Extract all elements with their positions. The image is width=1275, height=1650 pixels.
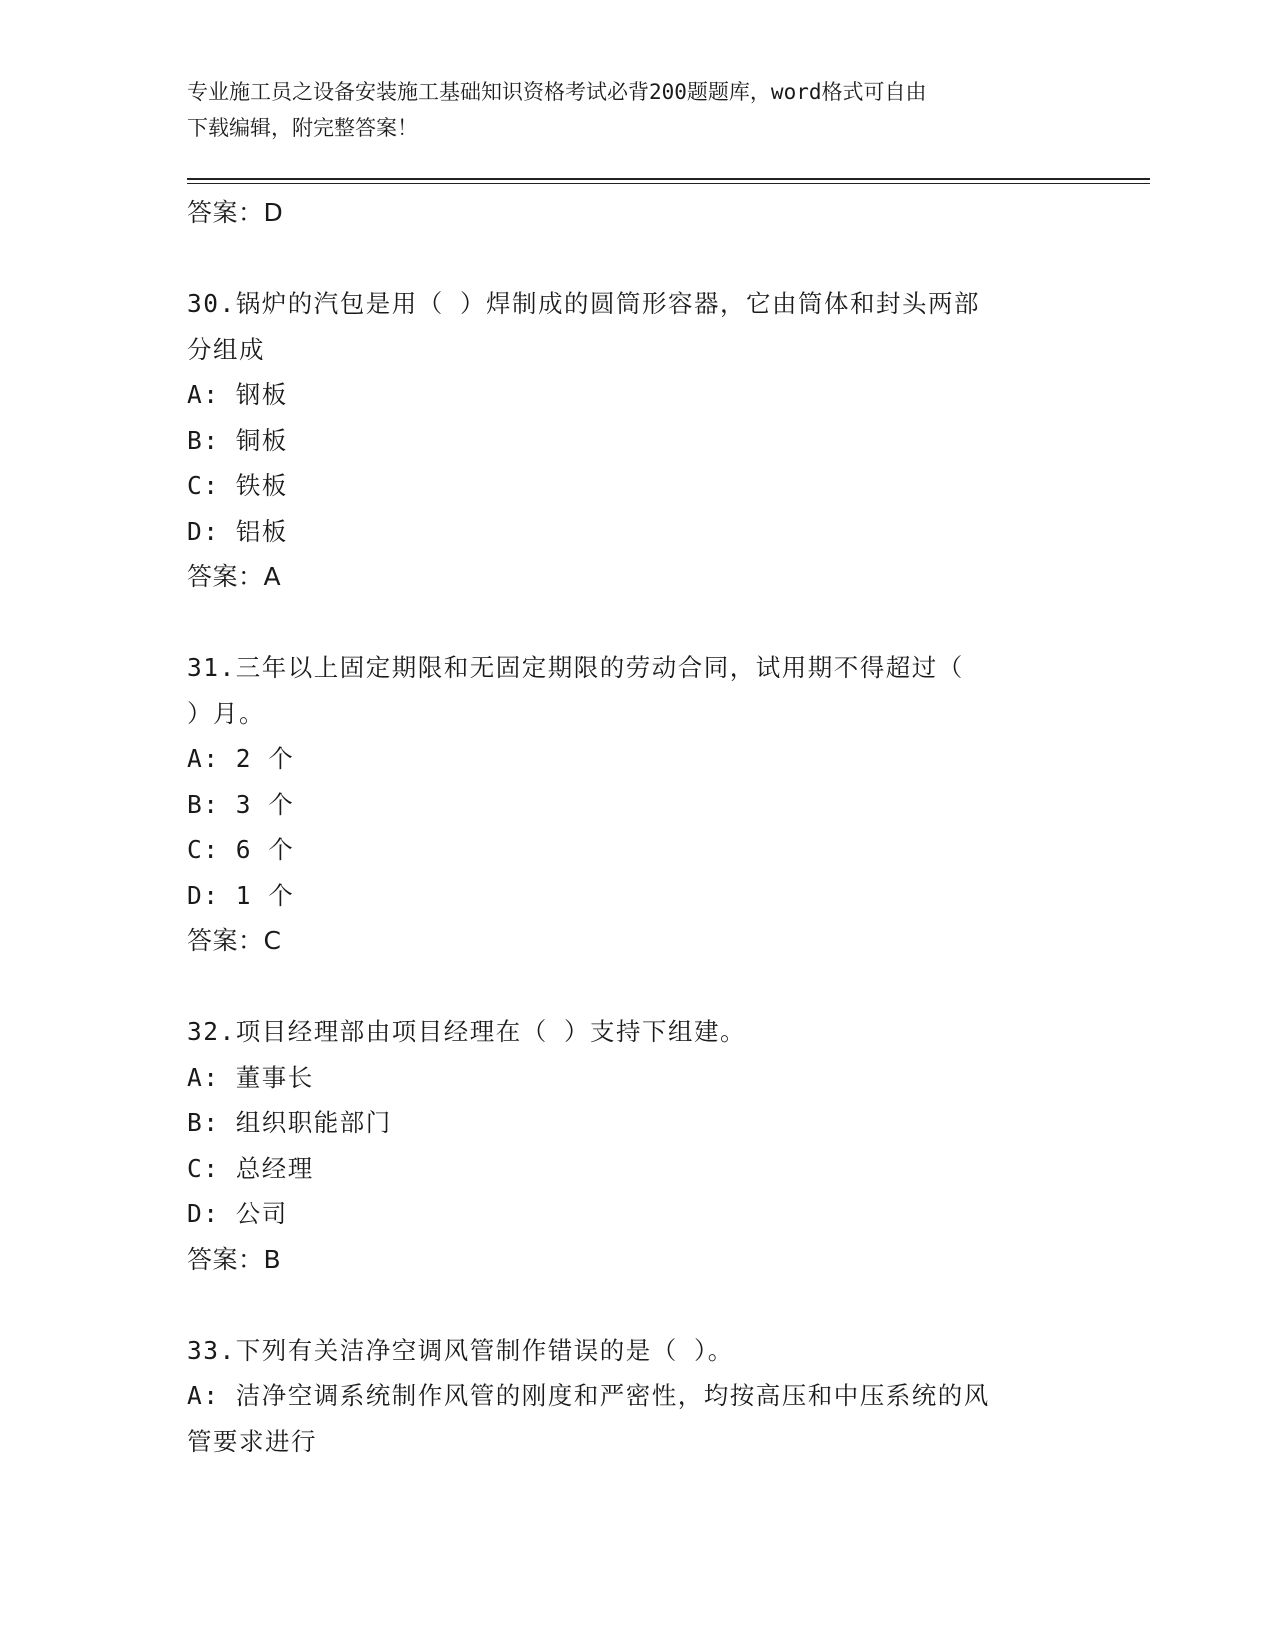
spacer bbox=[187, 600, 1087, 646]
question-30-option-d: D: 铝板 bbox=[187, 516, 288, 546]
header-title-line-2: 下载编辑，附完整答案！ bbox=[187, 116, 418, 140]
spacer bbox=[187, 964, 1087, 1010]
question-31-option-a: A: 2 个 bbox=[187, 744, 295, 773]
question-31 bbox=[187, 645, 1087, 964]
question-32-stem-line-1: 32.项目经理部由项目经理在（ ）支持下组建。 bbox=[187, 1017, 746, 1046]
question-30-option-a: A: 钢板 bbox=[187, 380, 288, 409]
spacer bbox=[187, 236, 1087, 282]
question-32-option-d: D: 公司 bbox=[187, 1199, 288, 1228]
question-32-option-b: B: 组织职能部门 bbox=[187, 1108, 392, 1137]
question-31-option-d: D: 1 个 bbox=[187, 880, 295, 910]
question-30-option-b: B: 铜板 bbox=[187, 425, 288, 455]
question-33-option-a-line-1: A: 洁净空调系统制作风管的刚度和严密性，均按高压和中压系统的风 bbox=[187, 1381, 990, 1410]
question-32-option-c: C: 总经理 bbox=[187, 1153, 314, 1183]
question-33-option-a-line-2: 管要求进行 bbox=[187, 1426, 317, 1456]
question-list bbox=[187, 190, 1087, 1464]
question-32-option-a: A: 董事长 bbox=[187, 1062, 314, 1092]
question-31-stem-line-1: 31.三年以上固定期限和无固定期限的劳动合同，试用期不得超过（ bbox=[187, 653, 964, 682]
question-30-answer: 答案：A bbox=[187, 562, 282, 591]
question-31-stem-line-2: ）月。 bbox=[187, 698, 265, 728]
question-31-option-c: C: 6 个 bbox=[187, 835, 295, 864]
question-30-stem-line-1: 30.锅炉的汽包是用（ ）焊制成的圆筒形容器，它由筒体和封头两部 bbox=[187, 289, 980, 318]
question-31-answer: 答案：C bbox=[187, 926, 282, 955]
question-31-option-b: B: 3 个 bbox=[187, 789, 295, 819]
question-33-stem-line-1: 33.下列有关洁净空调风管制作错误的是（ ）。 bbox=[187, 1335, 734, 1365]
header-rule-thick bbox=[187, 178, 1150, 180]
document-header bbox=[187, 74, 1067, 146]
question-32-answer: 答案：B bbox=[187, 1244, 282, 1274]
header-rule-thin bbox=[187, 183, 1150, 184]
question-33 bbox=[187, 1328, 1087, 1465]
question-30-option-c: C: 铁板 bbox=[187, 471, 288, 500]
question-32 bbox=[187, 1009, 1087, 1282]
question-30 bbox=[187, 281, 1087, 600]
answer-29: 答案：D bbox=[187, 198, 284, 227]
spacer bbox=[187, 1282, 1087, 1328]
header-title-line-1: 专业施工员之设备安装施工基础知识资格考试必背200题题库，word格式可自由 bbox=[187, 80, 927, 104]
question-30-stem-line-2: 分组成 bbox=[187, 334, 265, 364]
